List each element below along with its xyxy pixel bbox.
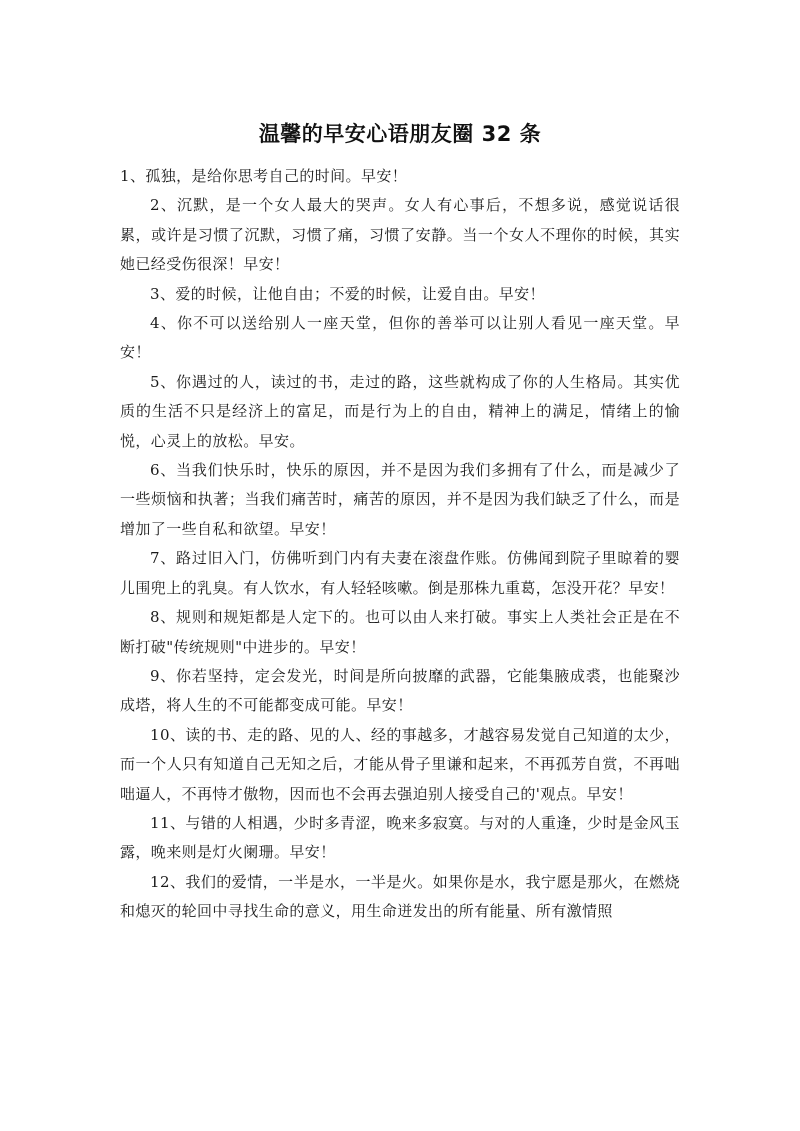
paragraph-10: 10、读的书、走的路、见的人、经的事越多，才越容易发觉自己知道的太少，而一个人只有知道自己无知之后，才能从骨子里谦和起来，不再孤芳自赏，不再咄咄逼人，不再恃才傲物，因而也不会再去强迫别人接受自己的'观点。早安！ [120, 725, 680, 803]
paragraph-3: 3、爱的时候，让他自由；不爱的时候，让爱自由。早安！ [150, 284, 545, 303]
paragraph-1: 1、孤独，是给你思考自己的时间。早安！ [120, 167, 408, 185]
paragraph-2: 2、沉默，是一个女人最大的哭声。女人有心事后，不想多说，感觉说话很累，或许是习惯了沉默，习惯了痛，习惯了安静。当一个女人不理你的时候，其实她已经受伤很深！早安！ [120, 196, 680, 274]
document-title: 温馨的早安心语朋友圈 32 条 [258, 122, 542, 146]
paragraph-6: 6、当我们快乐时，快乐的原因，并不是因为我们多拥有了什么，而是减少了一些烦恼和执著；当我们痛苦时，痛苦的原因，并不是因为我们缺乏了什么，而是增加了一些自私和欲望。早安！ [120, 461, 680, 538]
paragraph-12: 12、我们的爱情，一半是水，一半是火。如果你是水，我宁愿是那火，在燃烧和熄灭的轮回中寻找生命的意义，用生命迸发出的所有能量、所有激情照 [120, 872, 680, 921]
paragraph-4: 4、你不可以送给别人一座天堂，但你的善举可以让别人看见一座天堂。早安！ [120, 314, 680, 362]
paragraph-7: 7、路过旧入门，仿佛听到门内有夫妻在滚盘作账。仿佛闻到院子里晾着的婴儿围兜上的乳臭。有人饮水，有人轻轻咳嗽。倒是那株九重葛，怎没开花？早安！ [120, 549, 680, 597]
paragraph-11: 11、与错的人相遇，少时多青涩，晚来多寂寞。与对的人重逢，少时是金风玉露，晚来则是灯火阑珊。早安！ [120, 813, 680, 862]
document-body [120, 162, 680, 927]
paragraph-5: 5、你遇过的人，读过的书，走过的路，这些就构成了你的人生格局。其实优质的生活不只是经济上的富足，而是行为上的自由，精神上的满足，情绪上的愉悦，心灵上的放松。早安。 [120, 372, 680, 450]
paragraph-9: 9、你若坚持，定会发光，时间是所向披靡的武器，它能集腋成裘，也能聚沙成塔，将人生的不可能都变成可能。早安！ [120, 666, 680, 715]
paragraph-8: 8、规则和规矩都是人定下的。也可以由人来打破。事实上人类社会正是在不断打破"传统规则"中进步的。早安！ [120, 608, 680, 656]
